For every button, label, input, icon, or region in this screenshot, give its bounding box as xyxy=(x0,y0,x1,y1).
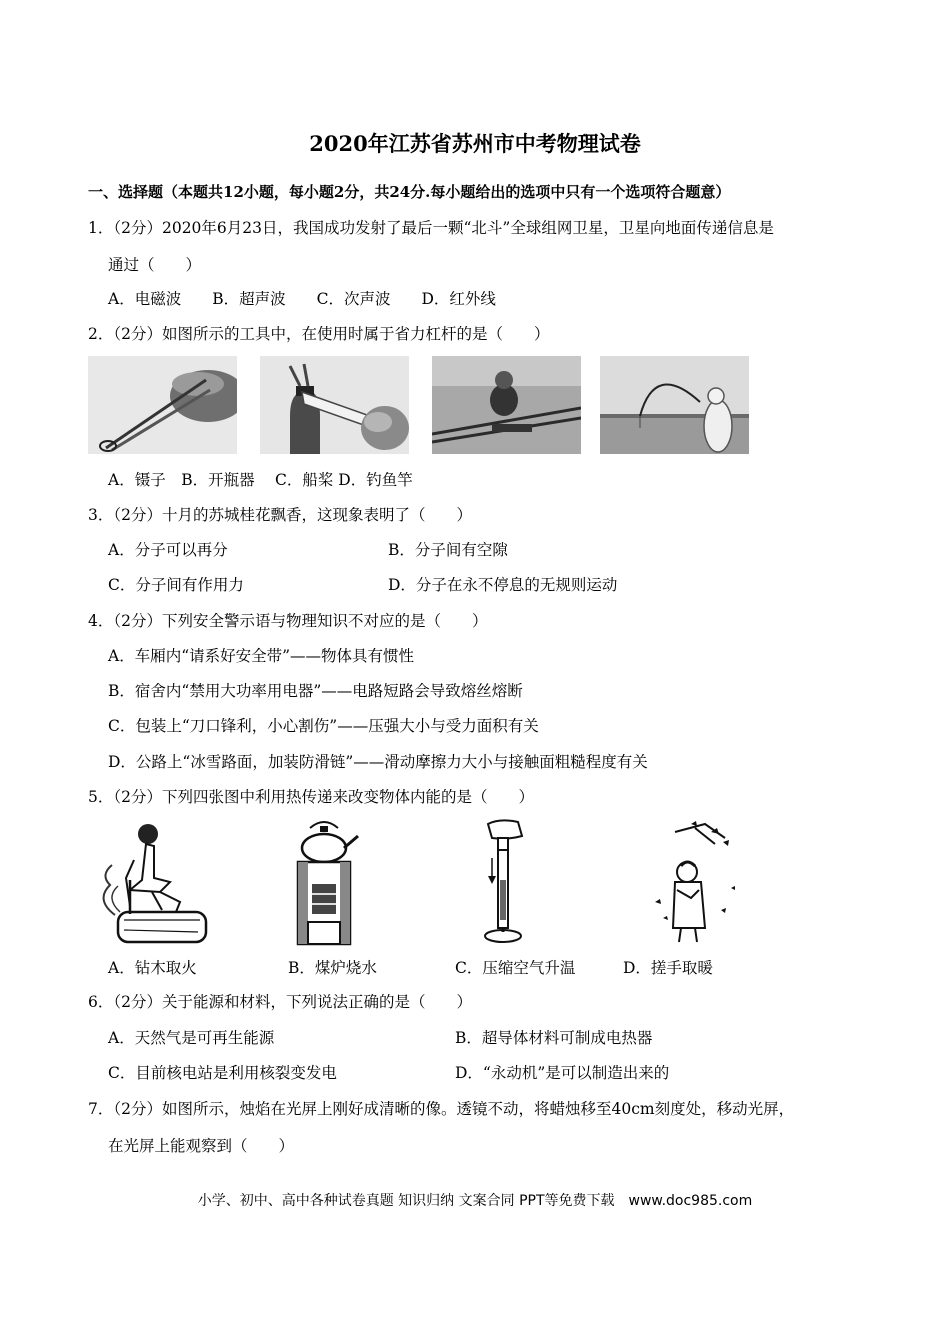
question-6-option-a: A．天然气是可再生能源 xyxy=(108,1029,275,1047)
question-3-option-a: A．分子可以再分 xyxy=(108,541,228,559)
question-5-option-b: B．煤炉烧水 xyxy=(288,959,377,977)
question-2-stem: 2．（2分）如图所示的工具中，在使用时属于省力杠杆的是（ ） xyxy=(88,325,550,343)
fishing-rod-image xyxy=(600,356,749,454)
question-5-option-d: D．搓手取暖 xyxy=(623,959,713,977)
question-6-option-d: D．“永动机”是可以制造出来的 xyxy=(455,1064,670,1082)
question-6-option-c: C．目前核电站是利用核裂变发电 xyxy=(108,1064,337,1082)
rub-hands-warm-image xyxy=(635,818,745,946)
coal-stove-kettle-image xyxy=(292,818,362,946)
question-5-stem: 5．（2分）下列四张图中利用热传递来改变物体内能的是（ ） xyxy=(88,788,534,806)
question-4-option-d: D．公路上“冰雪路面，加装防滑链”——滑动摩擦力大小与接触面粗糙程度有关 xyxy=(108,753,648,771)
tweezers-image xyxy=(88,356,237,454)
question-2-options: A．镊子 B．开瓶器 C．船桨 D．钓鱼竿 xyxy=(108,471,413,489)
question-7-line1: 7．（2分）如图所示，烛焰在光屏上刚好成清晰的像。透镜不动，将蜡烛移至40cm刻度处，移动光屏， xyxy=(88,1100,795,1118)
question-3-option-d: D．分子在永不停息的无规则运动 xyxy=(388,576,618,594)
question-6-stem: 6．（2分）关于能源和材料，下列说法正确的是（ ） xyxy=(88,993,472,1011)
section-heading: 一、选择题（本题共12小题，每小题2分，共24分.每小题给出的选项中只有一个选项符合题意） xyxy=(88,183,731,201)
page-title: 2020年江苏省苏州市中考物理试卷 xyxy=(309,131,641,156)
page-footer: 小学、初中、高中各种试卷真题 知识归纳 文案合同 PPT等免费下载 www.doc985.com xyxy=(197,1193,753,1209)
question-1-options: A．电磁波 B．超声波 C．次声波 D．红外线 xyxy=(108,290,496,308)
question-1-line2: 通过（ ） xyxy=(108,256,202,274)
question-4-stem: 4．（2分）下列安全警示语与物理知识不对应的是（ ） xyxy=(88,612,488,630)
question-3-option-b: B．分子间有空隙 xyxy=(388,541,508,559)
question-4-option-a: A．车厢内“请系好安全带”——物体具有惯性 xyxy=(108,647,415,665)
bottle-opener-image xyxy=(260,356,409,454)
question-3-stem: 3．（2分）十月的苏城桂花飘香，这现象表明了（ ） xyxy=(88,506,472,524)
question-6-option-b: B．超导体材料可制成电热器 xyxy=(455,1029,653,1047)
question-5-option-c: C．压缩空气升温 xyxy=(455,959,576,977)
question-5-option-a: A．钻木取火 xyxy=(108,959,197,977)
question-4-option-b: B．宿舍内“禁用大功率用电器”——电路短路会导致熔丝熔断 xyxy=(108,682,523,700)
rowing-oar-image xyxy=(432,356,581,454)
drill-wood-fire-image xyxy=(90,820,210,946)
question-1-line1: 1．（2分）2020年6月23日，我国成功发射了最后一颗“北斗”全球组网卫星，卫星向地面传递信息是 xyxy=(88,219,774,237)
question-3-option-c: C．分子间有作用力 xyxy=(108,576,244,594)
question-4-option-c: C．包装上“刀口锋利，小心割伤”——压强大小与受力面积有关 xyxy=(108,717,539,735)
compress-air-image xyxy=(478,818,528,946)
question-7-line2: 在光屏上能观察到（ ） xyxy=(108,1137,295,1155)
